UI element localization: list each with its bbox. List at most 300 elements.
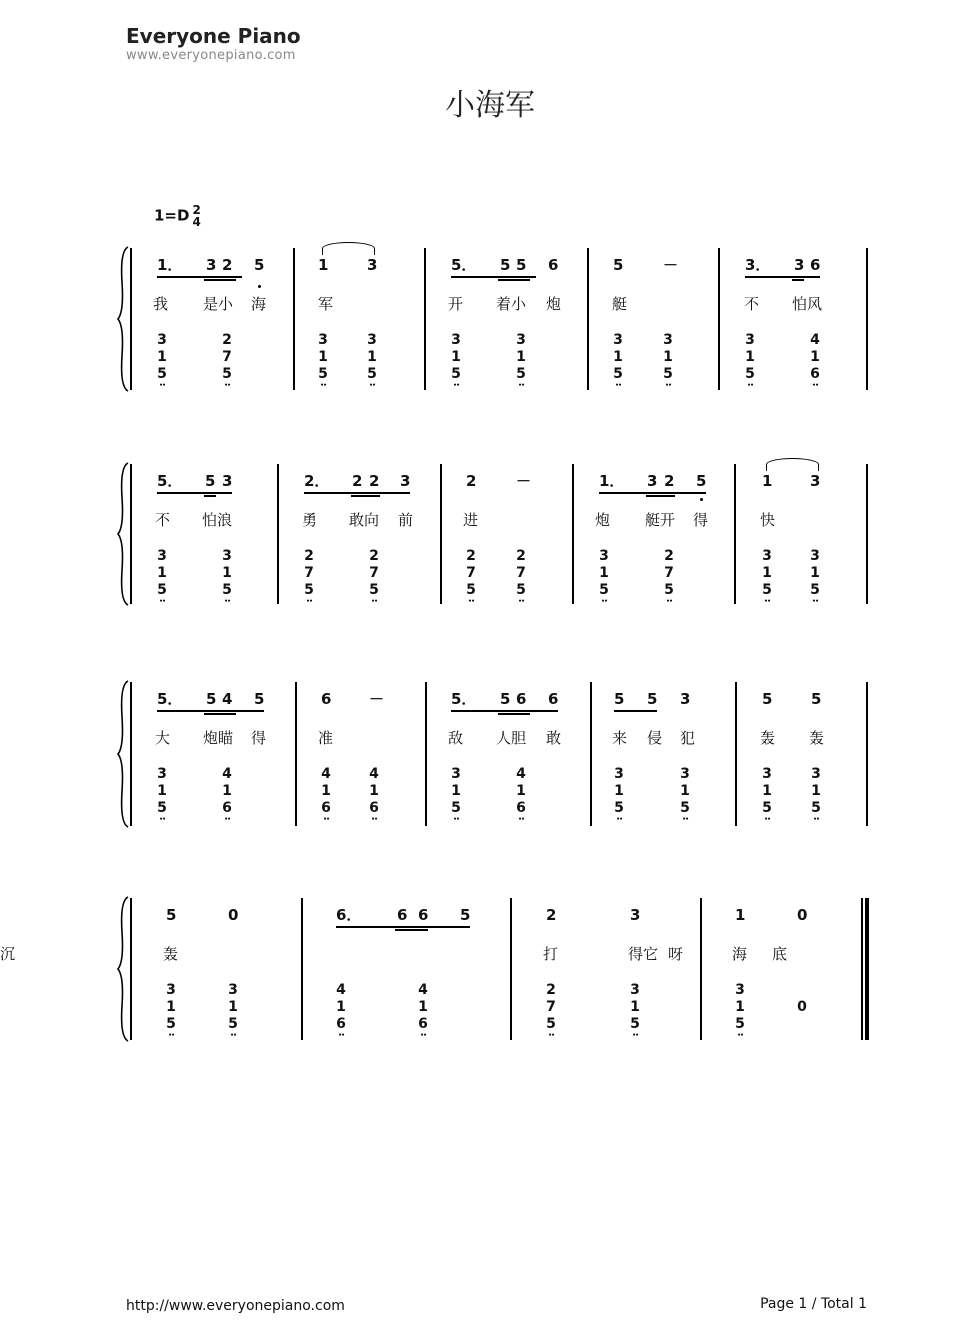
accompaniment-chord [449, 332, 463, 388]
low-octave-dots: • • [159, 816, 165, 823]
melody-note: 5 [614, 690, 625, 708]
chord-note: 5 [228, 1016, 238, 1032]
chord-note: 7 [466, 565, 476, 581]
footer-url[interactable]: http://www.everyonepiano.com [126, 1298, 345, 1314]
final-barline [861, 898, 863, 1040]
low-octave-dots: • • [371, 598, 377, 605]
beam-underline [646, 492, 675, 494]
chord-note: 3 [318, 332, 328, 348]
low-octave-dots: • • [615, 382, 621, 389]
beam-underline [614, 710, 657, 712]
chord-note: 7 [304, 565, 314, 581]
accompaniment-chord [164, 982, 178, 1038]
melody-note: 1 [318, 256, 329, 274]
melody-note: 5． [451, 256, 477, 274]
chord-note: 7 [222, 349, 232, 365]
chord-note: 1 [418, 999, 428, 1015]
chord-note: 6 [336, 1016, 346, 1032]
lyric-text: 呀 [668, 945, 684, 963]
lyric-text: 沉 [0, 945, 16, 963]
time-top: 2 [192, 203, 201, 217]
chord-note: 1 [451, 783, 461, 799]
barline [718, 248, 720, 390]
lyric-text: 得 [693, 511, 709, 529]
chord-note: 5 [613, 366, 623, 382]
low-octave-dots: • • [548, 1032, 554, 1039]
chord-note: 4 [336, 982, 346, 998]
low-octave-dots: • • [813, 816, 819, 823]
chord-note: 1 [614, 783, 624, 799]
low-octave-dots: • • [159, 382, 165, 389]
chord-note: 5 [630, 1016, 640, 1032]
melody-note: 5 [500, 690, 511, 708]
chord-note: 7 [516, 565, 526, 581]
chord-note: 6 [321, 800, 331, 816]
chord-note: 1 [318, 349, 328, 365]
melody-note: 6 [516, 690, 527, 708]
accompaniment-chord [514, 332, 528, 388]
lyric-text: 得它 [628, 945, 659, 963]
barline [130, 248, 132, 390]
chord-note: 3 [516, 332, 526, 348]
low-octave-dots: • • [159, 598, 165, 605]
low-octave-dots: • • [616, 816, 622, 823]
chord-note: 5 [735, 1016, 745, 1032]
beam-underline [157, 492, 232, 494]
chord-note: 5 [367, 366, 377, 382]
chord-note: 6 [810, 366, 820, 382]
accompaniment-chord [220, 766, 234, 822]
chord-note: 5 [304, 582, 314, 598]
barline [130, 682, 132, 826]
chord-note: 5 [811, 800, 821, 816]
low-octave-dots: • • [323, 816, 329, 823]
accompaniment-chord [155, 332, 169, 388]
beam-underline [498, 276, 530, 278]
chord-note: 5 [663, 366, 673, 382]
chord-note: 2 [222, 332, 232, 348]
barline [572, 464, 574, 604]
beam-underline [351, 492, 380, 494]
lyric-text: 打 [543, 945, 559, 963]
brand-name: Everyone Piano [126, 24, 301, 48]
low-octave-dots: • • [338, 1032, 344, 1039]
lyric-text: 是小 [203, 295, 234, 313]
melody-note: 2 [222, 256, 233, 274]
lyric-text: 敢 [546, 729, 562, 747]
accompaniment-chord [760, 548, 774, 604]
lyric-text: 海 [732, 945, 748, 963]
melody-note: 5 [811, 690, 822, 708]
chord-note: 1 [663, 349, 673, 365]
accompaniment-chord [220, 548, 234, 604]
lyric-text: 艇 [612, 295, 628, 313]
melody-note: 1． [599, 472, 625, 490]
barline [424, 248, 426, 390]
lyric-text: 炮瞄 [203, 729, 234, 747]
barline [277, 464, 279, 604]
accompaniment-chord [334, 982, 348, 1038]
chord-note: 3 [157, 548, 167, 564]
lyric-text: 勇 [302, 511, 318, 529]
low-octave-dots: • • [306, 598, 312, 605]
chord-note: 4 [369, 766, 379, 782]
chord-note: 2 [369, 548, 379, 564]
barline [735, 682, 737, 826]
low-octave-dots: • • [371, 816, 377, 823]
chord-note: 5 [222, 366, 232, 382]
melody-note: 5 [762, 690, 773, 708]
accompaniment-chord [449, 766, 463, 822]
lyric-text: 前 [398, 511, 414, 529]
chord-note: 1 [762, 565, 772, 581]
lyric-text: 海 [251, 295, 267, 313]
low-octave-dots: • • [224, 816, 230, 823]
melody-note: － [369, 690, 385, 708]
lyric-text: 轰 [809, 729, 825, 747]
accompaniment-chord [367, 766, 381, 822]
chord-note: 1 [762, 783, 772, 799]
accompaniment-chord [302, 548, 316, 604]
lyric-text: 我 [153, 295, 169, 313]
beam-underline [204, 492, 216, 494]
lyric-text: 快 [760, 511, 776, 529]
chord-note: 5 [664, 582, 674, 598]
accompaniment-chord [416, 982, 430, 1038]
barline [293, 248, 295, 390]
melody-note: 1 [735, 906, 746, 924]
chord-note: 0 [797, 999, 807, 1015]
low-octave-dots: • • [747, 382, 753, 389]
chord-note: 3 [745, 332, 755, 348]
melody-note: 6 [548, 690, 559, 708]
chord-note: 2 [516, 548, 526, 564]
chord-note: 1 [157, 783, 167, 799]
lyric-text: 得 [251, 729, 267, 747]
chord-note: 5 [516, 582, 526, 598]
key-signature [154, 204, 201, 228]
barline [130, 464, 132, 604]
beam-underline-double [498, 713, 530, 715]
chord-note: 1 [228, 999, 238, 1015]
chord-note: 2 [304, 548, 314, 564]
chord-note: 5 [516, 366, 526, 382]
lyric-text: 犯 [680, 729, 696, 747]
melody-note: 5 [647, 690, 658, 708]
lyric-text: 轰 [760, 729, 776, 747]
chord-note: 1 [735, 999, 745, 1015]
lyric-text: 来 [612, 729, 628, 747]
low-octave-dots: • • [737, 1032, 743, 1039]
octave-dot [258, 285, 261, 288]
lyric-text: 炮 [595, 511, 611, 529]
accompaniment-chord [733, 982, 747, 1038]
chord-note: 4 [222, 766, 232, 782]
barline [866, 682, 868, 826]
time-signature [192, 204, 200, 228]
accompaniment-chord [795, 999, 809, 1016]
barline [866, 464, 868, 604]
chord-note: 3 [157, 766, 167, 782]
melody-note: － [663, 256, 679, 274]
chord-note: 3 [735, 982, 745, 998]
page-title: 小海军 [445, 88, 535, 123]
chord-note: 1 [321, 783, 331, 799]
beam-underline [792, 276, 804, 278]
chord-note: 5 [546, 1016, 556, 1032]
beam-underline [395, 926, 428, 928]
time-bottom: 4 [192, 215, 201, 229]
melody-note: 1． [157, 256, 183, 274]
lyric-text: 敢向 [349, 511, 380, 529]
accompaniment-chord [365, 332, 379, 388]
low-octave-dots: • • [518, 382, 524, 389]
chord-note: 3 [614, 766, 624, 782]
barline [295, 682, 297, 826]
chord-note: 2 [546, 982, 556, 998]
low-octave-dots: • • [518, 816, 524, 823]
low-octave-dots: • • [230, 1032, 236, 1039]
melody-note: 5 [166, 906, 177, 924]
chord-note: 3 [599, 548, 609, 564]
lyric-text: 开 [448, 295, 464, 313]
accompaniment-chord [155, 548, 169, 604]
chord-note: 5 [599, 582, 609, 598]
low-octave-dots: • • [320, 382, 326, 389]
melody-note: 5 [516, 256, 527, 274]
accompaniment-chord [514, 548, 528, 604]
accompaniment-chord [597, 548, 611, 604]
melody-note: 0 [228, 906, 239, 924]
melody-note: 6 [397, 906, 408, 924]
chord-note: 1 [745, 349, 755, 365]
melody-note: 5 [206, 690, 217, 708]
chord-note: 1 [811, 783, 821, 799]
chord-note: 5 [157, 366, 167, 382]
melody-note: 6 [810, 256, 821, 274]
chord-note: 4 [810, 332, 820, 348]
chord-note: 4 [321, 766, 331, 782]
chord-note: 5 [762, 582, 772, 598]
chord-note: 6 [418, 1016, 428, 1032]
barline [866, 248, 868, 390]
melody-note: 2 [369, 472, 380, 490]
chord-note: 5 [451, 800, 461, 816]
chord-note: 5 [369, 582, 379, 598]
beam-underline-double [792, 279, 804, 281]
barline [734, 464, 736, 604]
melody-note: 3 [810, 472, 821, 490]
chord-note: 3 [810, 548, 820, 564]
accompaniment-chord [226, 982, 240, 1038]
accompaniment-chord [743, 332, 757, 388]
low-octave-dots: • • [453, 382, 459, 389]
chord-note: 5 [166, 1016, 176, 1032]
chord-note: 5 [451, 366, 461, 382]
accompaniment-chord [319, 766, 333, 822]
accompaniment-chord [155, 766, 169, 822]
melody-note: 5 [205, 472, 216, 490]
octave-dot [700, 498, 703, 501]
lyric-text: 艇开 [645, 511, 676, 529]
melody-note: 3 [367, 256, 378, 274]
beam-underline-double [351, 495, 380, 497]
lyric-text: 进 [463, 511, 479, 529]
beam-underline [745, 276, 820, 278]
melody-note: 2 [664, 472, 675, 490]
melody-note: 5． [157, 690, 183, 708]
page-indicator: Page 1 / Total 1 [760, 1296, 867, 1312]
beam-underline [204, 276, 236, 278]
chord-note: 3 [228, 982, 238, 998]
chord-note: 7 [664, 565, 674, 581]
melody-note: 3 [794, 256, 805, 274]
accompaniment-chord [367, 548, 381, 604]
chord-note: 1 [222, 783, 232, 799]
melody-note: 3 [680, 690, 691, 708]
accompaniment-chord [544, 982, 558, 1038]
barline [510, 898, 512, 1040]
lyric-text: 怕风 [792, 295, 823, 313]
lyric-text: 底 [772, 945, 788, 963]
chord-note: 5 [614, 800, 624, 816]
chord-note: 5 [810, 582, 820, 598]
barline [425, 682, 427, 826]
beam-underline-double [395, 929, 428, 931]
accompaniment-chord [678, 766, 692, 822]
accompaniment-chord [662, 548, 676, 604]
chord-note: 3 [762, 548, 772, 564]
chord-note: 5 [762, 800, 772, 816]
final-barline-thick [865, 898, 869, 1040]
accompaniment-chord [514, 766, 528, 822]
chord-note: 4 [418, 982, 428, 998]
beam-underline-double [204, 495, 216, 497]
chord-note: 3 [157, 332, 167, 348]
beam-underline-double [204, 713, 236, 715]
lyric-text: 不 [744, 295, 760, 313]
low-octave-dots: • • [369, 382, 375, 389]
melody-note: 2 [466, 472, 477, 490]
low-octave-dots: • • [812, 382, 818, 389]
low-octave-dots: • • [224, 382, 230, 389]
accompaniment-chord [808, 332, 822, 388]
key-label: 1=D [154, 206, 190, 225]
accompaniment-chord [464, 548, 478, 604]
chord-note: 1 [630, 999, 640, 1015]
melody-note: 5 [696, 472, 707, 490]
chord-note: 5 [318, 366, 328, 382]
chord-note: 1 [599, 565, 609, 581]
brand-header [126, 24, 301, 64]
chord-note: 3 [451, 332, 461, 348]
chord-note: 5 [157, 800, 167, 816]
chord-note: 6 [516, 800, 526, 816]
low-octave-dots: • • [601, 598, 607, 605]
chord-note: 7 [369, 565, 379, 581]
melody-note: 6 [548, 256, 559, 274]
chord-note: 5 [745, 366, 755, 382]
low-octave-dots: • • [453, 816, 459, 823]
low-octave-dots: • • [764, 598, 770, 605]
chord-note: 1 [369, 783, 379, 799]
barline [301, 898, 303, 1040]
melody-note: 3． [745, 256, 771, 274]
melody-note: 1 [762, 472, 773, 490]
tie-arc [766, 458, 819, 471]
melody-note: 3 [630, 906, 641, 924]
melody-note: 4 [222, 690, 233, 708]
melody-note: 3 [647, 472, 658, 490]
chord-note: 3 [222, 548, 232, 564]
low-octave-dots: • • [764, 816, 770, 823]
chord-note: 3 [166, 982, 176, 998]
chord-note: 3 [663, 332, 673, 348]
brand-url[interactable]: www.everyonepiano.com [126, 48, 296, 63]
low-octave-dots: • • [224, 598, 230, 605]
beam-underline-double [498, 279, 530, 281]
chord-note: 5 [157, 582, 167, 598]
chord-note: 4 [516, 766, 526, 782]
chord-note: 1 [166, 999, 176, 1015]
accompaniment-chord [760, 766, 774, 822]
chord-note: 1 [157, 565, 167, 581]
lyric-text: 人胆 [496, 729, 527, 747]
chord-note: 3 [762, 766, 772, 782]
low-octave-dots: • • [666, 598, 672, 605]
melody-note: 5 [613, 256, 624, 274]
chord-note: 1 [451, 349, 461, 365]
low-octave-dots: • • [665, 382, 671, 389]
accompaniment-chord [628, 982, 642, 1038]
lyric-text: 不 [155, 511, 171, 529]
chord-note: 6 [222, 800, 232, 816]
lyric-text: 轰 [163, 945, 179, 963]
lyric-text: 着小 [496, 295, 527, 313]
melody-note: 2 [546, 906, 557, 924]
chord-note: 1 [810, 565, 820, 581]
melody-note: 5 [254, 690, 265, 708]
chord-note: 1 [222, 565, 232, 581]
chord-note: 1 [367, 349, 377, 365]
barline [587, 248, 589, 390]
barline [700, 898, 702, 1040]
melody-note: 3 [400, 472, 411, 490]
chord-note: 1 [810, 349, 820, 365]
tie-arc [322, 242, 375, 255]
chord-note: 3 [367, 332, 377, 348]
barline [130, 898, 132, 1040]
low-octave-dots: • • [468, 598, 474, 605]
melody-note: 5 [254, 256, 265, 274]
chord-note: 5 [680, 800, 690, 816]
chord-note: 3 [613, 332, 623, 348]
lyric-text: 侵 [647, 729, 663, 747]
low-octave-dots: • • [518, 598, 524, 605]
accompaniment-chord [661, 332, 675, 388]
chord-note: 3 [680, 766, 690, 782]
accompaniment-chord [316, 332, 330, 388]
lyric-text: 大 [155, 729, 171, 747]
chord-note: 2 [466, 548, 476, 564]
chord-note: 1 [516, 349, 526, 365]
lyric-text: 军 [318, 295, 334, 313]
chord-note: 1 [516, 783, 526, 799]
accompaniment-chord [611, 332, 625, 388]
low-octave-dots: • • [682, 816, 688, 823]
chord-note: 7 [546, 999, 556, 1015]
melody-note: 6． [336, 906, 362, 924]
